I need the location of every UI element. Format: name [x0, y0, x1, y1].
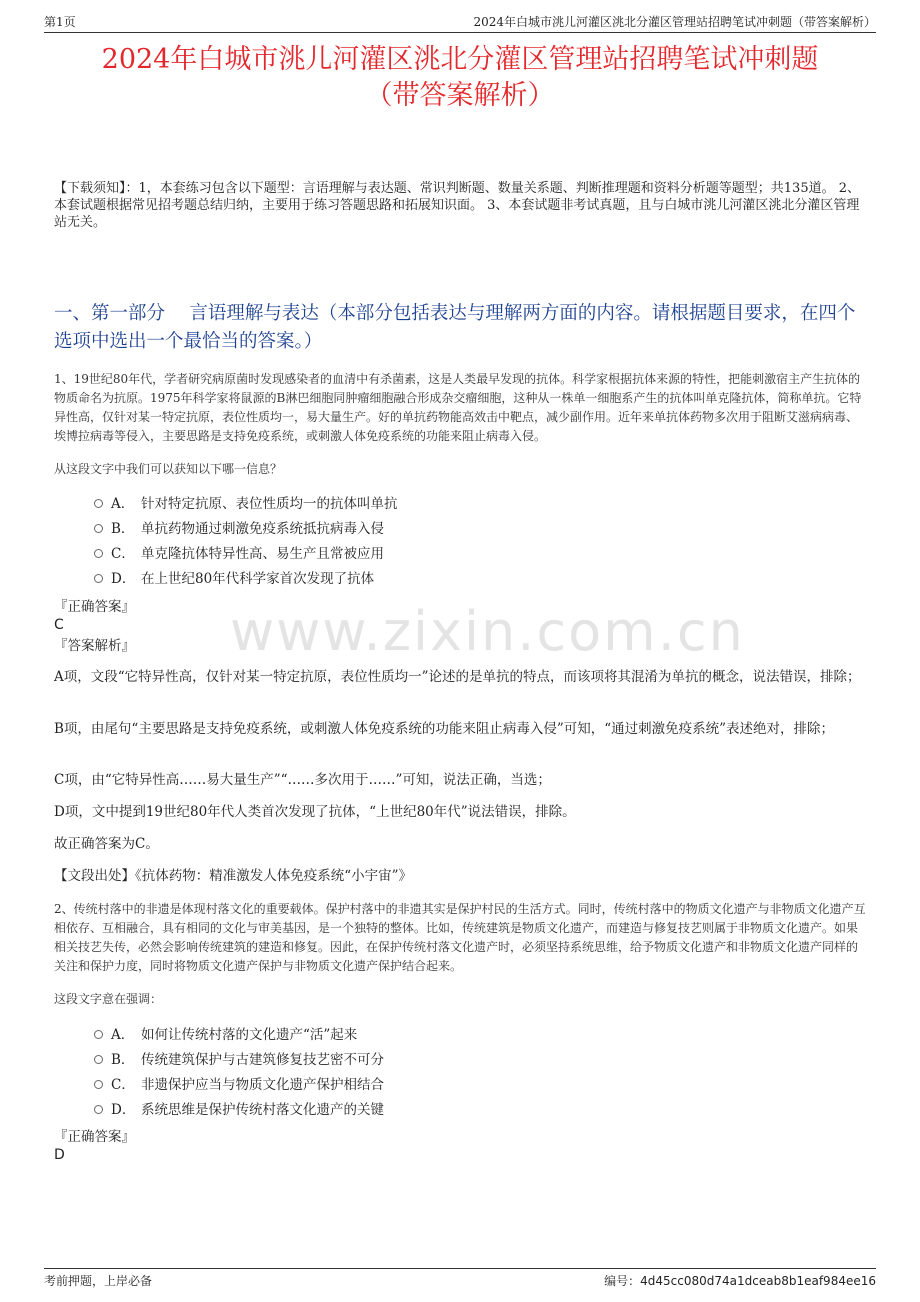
radio-icon[interactable] [94, 1030, 103, 1039]
question-1-source: 【文段出处】《抗体药物：精准激发人体免疫系统“小宇宙”》 [54, 868, 413, 884]
question-1-conclusion: 故正确答案为C。 [54, 836, 159, 852]
question-1-option-c[interactable]: C． 单克隆抗体特异性高、易生产且常被应用 [94, 542, 398, 567]
radio-icon[interactable] [94, 1080, 103, 1089]
header-doc-title: 2024年白城市洮儿河灌区洮北分灌区管理站招聘笔试冲刺题（带答案解析） [473, 15, 876, 29]
question-1-prompt: 从这段文字中我们可以获知以下哪一信息？ [54, 462, 283, 476]
title-line-1: 2024年白城市洮儿河灌区洮北分灌区管理站招聘笔试冲刺题 [101, 44, 819, 75]
question-1-option-d[interactable]: D． 在上世纪80年代科学家首次发现了抗体 [94, 567, 398, 592]
question-2-prompt: 这段文字意在强调： [54, 992, 163, 1006]
question-2-options [94, 1023, 384, 1123]
page-number: 第1页 [44, 15, 76, 29]
question-1-option-a[interactable]: A． 针对特定抗原、表位性质均一的抗体叫单抗 [94, 492, 398, 517]
question-1-analysis-label: 『答案解析』 [54, 638, 135, 654]
question-2-option-a[interactable]: A． 如何让传统村落的文化遗产“活”起来 [94, 1023, 384, 1048]
question-2-answer-label: 『正确答案』 [54, 1129, 135, 1145]
document-code: 4d45cc080d74a1dceab8b1eaf984ee16 [640, 1274, 876, 1288]
question-1-option-b[interactable]: B． 单抗药物通过刺激免疫系统抵抗病毒入侵 [94, 517, 398, 542]
question-1-analysis-c: C项，由“它特异性高……易大量生产”“……多次用于……”可知，说法正确，当选； [54, 772, 551, 788]
radio-icon[interactable] [94, 499, 103, 508]
question-2-text: 2、传统村落中的非遗是体现村落文化的重要载体。保护村落中的非遗其实是保护村民的生活方式。同时，传统村落中的物质文化遗产与非物质文化遗产互相依存、互相融合，具有相同的文化与审美基因，是一个独特的整体。比如，传统建筑是物质文化遗产，而建造与修复技艺则属于非物质文化遗产。如果相关技艺失传，必然会影响传统建筑的建造和修复。因此，在保护传统村落文化遗产时，必须坚持系统思维，给予物质文化遗产和非物质文化遗产同样的关注和保护力度，同时将物质文化遗产保护与非物质文化遗产保护结合起来。 [54, 902, 866, 973]
radio-icon[interactable] [94, 549, 103, 558]
question-1-options [94, 492, 398, 592]
question-2-text-block [54, 900, 866, 976]
page-footer [44, 1268, 876, 1289]
question-2-option-c[interactable]: C． 非遗保护应当与物质文化遗产保护相结合 [94, 1073, 384, 1098]
question-1-text: 1、19世纪80年代，学者研究病原菌时发现感染者的血清中有杀菌素，这是人类最早发现的抗体。科学家根据抗体来源的特性，把能刺激宿主产生抗体的物质命名为抗原。1975年科学家将鼠源的B淋巴细胞同肿瘤细胞融合形成杂交瘤细胞，这种从一株单一细胞系产生的抗体叫单克隆抗体，简称单抗。它特异性高，仅针对某一特定抗原，表位性质均一，易大量生产。好的单抗药物能高效击中靶点，减少副作用。近年来单抗体药物多次用于阻断艾滋病病毒、埃博拉病毒等侵入，主要思路是支持免疫系统，或刺激人体免疫系统的功能来阻止病毒入侵。 [54, 372, 862, 443]
radio-icon[interactable] [94, 1055, 103, 1064]
question-1-answer: C [54, 617, 64, 633]
footer-code: 编号：4d45cc080d74a1dceab8b1eaf984ee16 [604, 1274, 876, 1288]
question-2-option-d[interactable]: D． 系统思维是保护传统村落文化遗产的关键 [94, 1098, 384, 1123]
watermark: www.zixin.com.cn [230, 600, 745, 663]
question-1-analysis-b: B项，由尾句“主要思路是支持免疫系统，或刺激人体免疫系统的功能来阻止病毒入侵”可知，“通过刺激免疫系统”表述绝对，排除； [54, 721, 835, 737]
radio-icon[interactable] [94, 574, 103, 583]
title-line-2: （带答案解析） [365, 80, 555, 111]
radio-icon[interactable] [94, 524, 103, 533]
question-2-answer: D [54, 1147, 65, 1163]
page-header [44, 12, 876, 33]
question-1-analysis-d: D项，文中提到19世纪80年代人类首次发现了抗体，“上世纪80年代”说法错误，排除。 [54, 804, 576, 820]
question-1-text-block [54, 370, 866, 446]
footer-slogan: 考前押题，上岸必备 [44, 1274, 153, 1288]
document-title [40, 42, 880, 114]
question-1-analysis-a: A项，文段“它特异性高，仅针对某一特定抗原，表位性质均一”论述的是单抗的特点，而该项将其混淆为单抗的概念，说法错误，排除； [54, 669, 861, 685]
section-heading: 一、第一部分 言语理解与表达（本部分包括表达与理解两方面的内容。请根据题目要求，在四个选项中选出一个最恰当的答案。） [54, 303, 856, 352]
radio-icon[interactable] [94, 1105, 103, 1114]
question-2-option-b[interactable]: B． 传统建筑保护与古建筑修复技艺密不可分 [94, 1048, 384, 1073]
question-1-answer-label: 『正确答案』 [54, 599, 135, 615]
download-notice: 【下载须知】：1，本套练习包含以下题型：言语理解与表达题、常识判断题、数量关系题、判断推理题和资料分析题等题型；共135道。 2、本套试题根据常见招考题总结归纳，主要用于练习答题思路和拓展知识面。 3、本套试题非考试真题，且与白城市洮儿河灌区洮北分灌区管理站无关。 [54, 181, 860, 230]
